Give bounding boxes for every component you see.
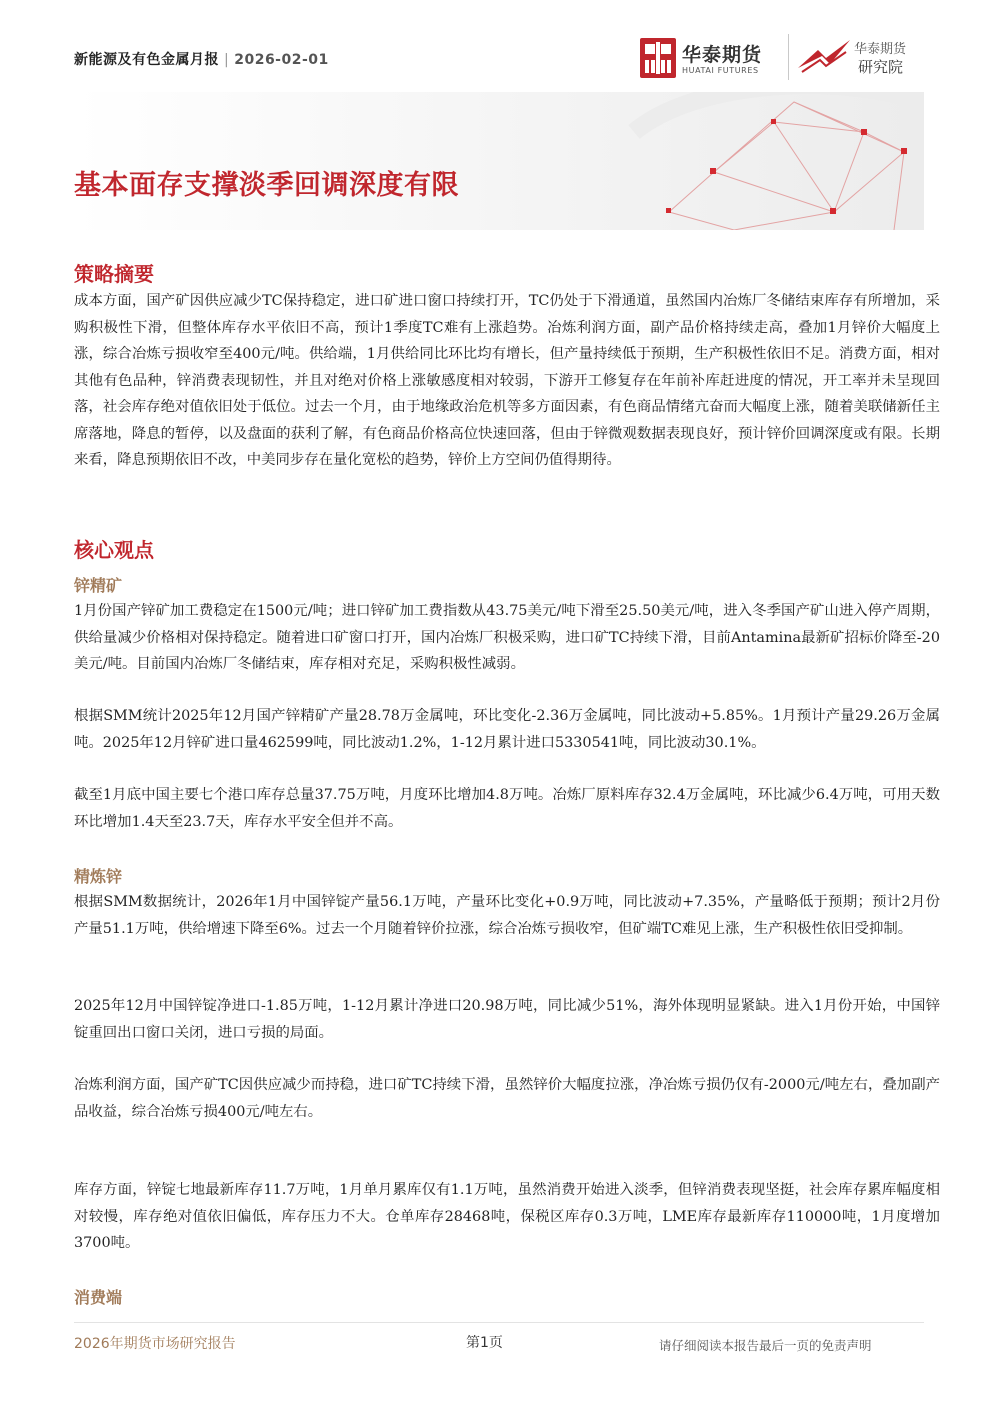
footer-disclaimer: 请仔细阅读本报告最后一页的免责声明 (659, 1338, 872, 1353)
banner-background (74, 92, 924, 230)
huatai-logo-icon (640, 38, 676, 78)
refined-paragraph-1: 根据SMM数据统计，2026年1月中国锌锭产量56.1万吨，产量环比变化+0.9万吨，同比波动+7.35%，产量略低于预期；预计2月份产量51.1万吨，供给增速下降至6%。过去一个月随着锌价拉涨，综合冶炼亏损收窄，但矿端TC难见上涨，生产积极性依旧受抑制。 (74, 894, 940, 937)
report-date: 2026-02-01 (234, 52, 329, 68)
concentrate-paragraph-1: 1月份国产锌矿加工费稳定在1500元/吨；进口锌矿加工费指数从43.75美元/吨下滑至25.50美元/吨，进入冬季国产矿山进入停产周期，供给量减少价格相对保持稳定。随着进口矿窗口打开，国内冶炼厂积极采购，进口矿TC持续下滑，目前Antamina最新矿招标价降至-20美元/吨。目前国内冶炼厂冬储结束，库存相对充足，采购积极性减弱。 (74, 603, 940, 672)
report-header (74, 49, 329, 69)
huatai-logo-cn: 华泰期货 (682, 44, 763, 66)
document-title: 基本面存支撑淡季回调深度有限 (74, 170, 459, 201)
huatai-logo-en: HUATAI FUTURES (682, 66, 759, 75)
summary-text: 成本方面，国产矿因供应减少TC保持稳定，进口矿进口窗口持续打开，TC仍处于下滑通道，虽然国内冶炼厂冬储结束库存有所增加，采购积极性下滑，但整体库存水平依旧不高，预计1季度TC难有上涨趋势。冶炼利润方面，副产品价格持续走高，叠加1月锌价大幅度上涨，综合冶炼亏损收窄至400元/吨。供给端，1月供给同比环比均有增长，但产量持续低于预期，生产积极性依旧不足。消费方面，相对其他有色品种，锌消费表现韧性，并且对绝对价格上涨敏感度相对较弱，下游开工修复存在年前补库赶进度的情况，开工率并未呈现回落，社会库存绝对值依旧处于低位。过去一个月，由于地缘政治危机等多方面因素，有色商品情绪亢奋而大幅度上涨，随着美联储新任主席落地，降息的暂停，以及盘面的获利了解，有色商品价格高位快速回落，但由于锌微观数据表现良好，预计锌价回调深度或有限。长期来看，降息预期依旧不改，中美同步存在量化宽松的趋势，锌价上方空间仍值得期待。 (74, 293, 940, 468)
consumption-heading: 消费端 (74, 1288, 123, 1307)
concentrate-heading: 锌精矿 (74, 576, 123, 595)
footer-divider (74, 1322, 924, 1323)
institute-logo-line1: 华泰期货 (854, 42, 907, 57)
footer-page-number: 第1页 (466, 1335, 503, 1351)
refined-paragraph-2: 2025年12月中国锌锭净进口-1.85万吨，1-12月累计净进口20.98万吨，同比减少51%，海外体现明显紧缺。进入1月份开始，中国锌锭重回出口窗口关闭，进口亏损的局面。 (74, 998, 940, 1041)
institute-logo (796, 36, 924, 80)
summary-heading: 策略摘要 (74, 262, 154, 286)
header-separator: | (224, 52, 230, 68)
institute-logo-line2: 研究院 (858, 58, 904, 76)
title-banner (74, 92, 924, 230)
logo-divider (788, 34, 789, 80)
footer-report-label: 2026年期货市场研究报告 (74, 1336, 236, 1352)
refined-heading: 精炼锌 (74, 867, 123, 886)
core-heading: 核心观点 (74, 538, 154, 562)
institute-logo-icon (796, 38, 852, 76)
refined-paragraph-3: 冶炼利润方面，国产矿TC因供应减少而持稳，进口矿TC持续下滑，虽然锌价大幅度拉涨，净冶炼亏损仍仅有-2000元/吨左右，叠加副产品收益，综合冶炼亏损400元/吨左右。 (74, 1077, 940, 1120)
refined-paragraph-4: 库存方面，锌锭七地最新库存11.7万吨，1月单月累库仅有1.1万吨，虽然消费开始进入淡季，但锌消费表现坚挺，社会库存累库幅度相对较慢，库存绝对值依旧偏低，库存压力不大。仓单库存28468吨，保税区库存0.3万吨，LME库存最新库存110000吨，1月度增加3700吨。 (74, 1182, 940, 1251)
report-name: 新能源及有色金属月报 (74, 52, 219, 68)
concentrate-paragraph-2: 根据SMM统计2025年12月国产锌精矿产量28.78万金属吨，环比变化-2.36万金属吨，同比波动+5.85%。1月预计产量29.26万金属吨。2025年12月锌矿进口量462599吨，同比波动1.2%，1-12月累计进口5330541吨，同比波动30.1%。 (74, 708, 940, 751)
huatai-futures-logo (640, 38, 780, 80)
concentrate-paragraph-3: 截至1月底中国主要七个港口库存总量37.75万吨，月度环比增加4.8万吨。冶炼厂原料库存32.4万金属吨，环比减少6.4万吨，可用天数环比增加1.4天至23.7天，库存水平安全但并不高。 (74, 787, 940, 830)
